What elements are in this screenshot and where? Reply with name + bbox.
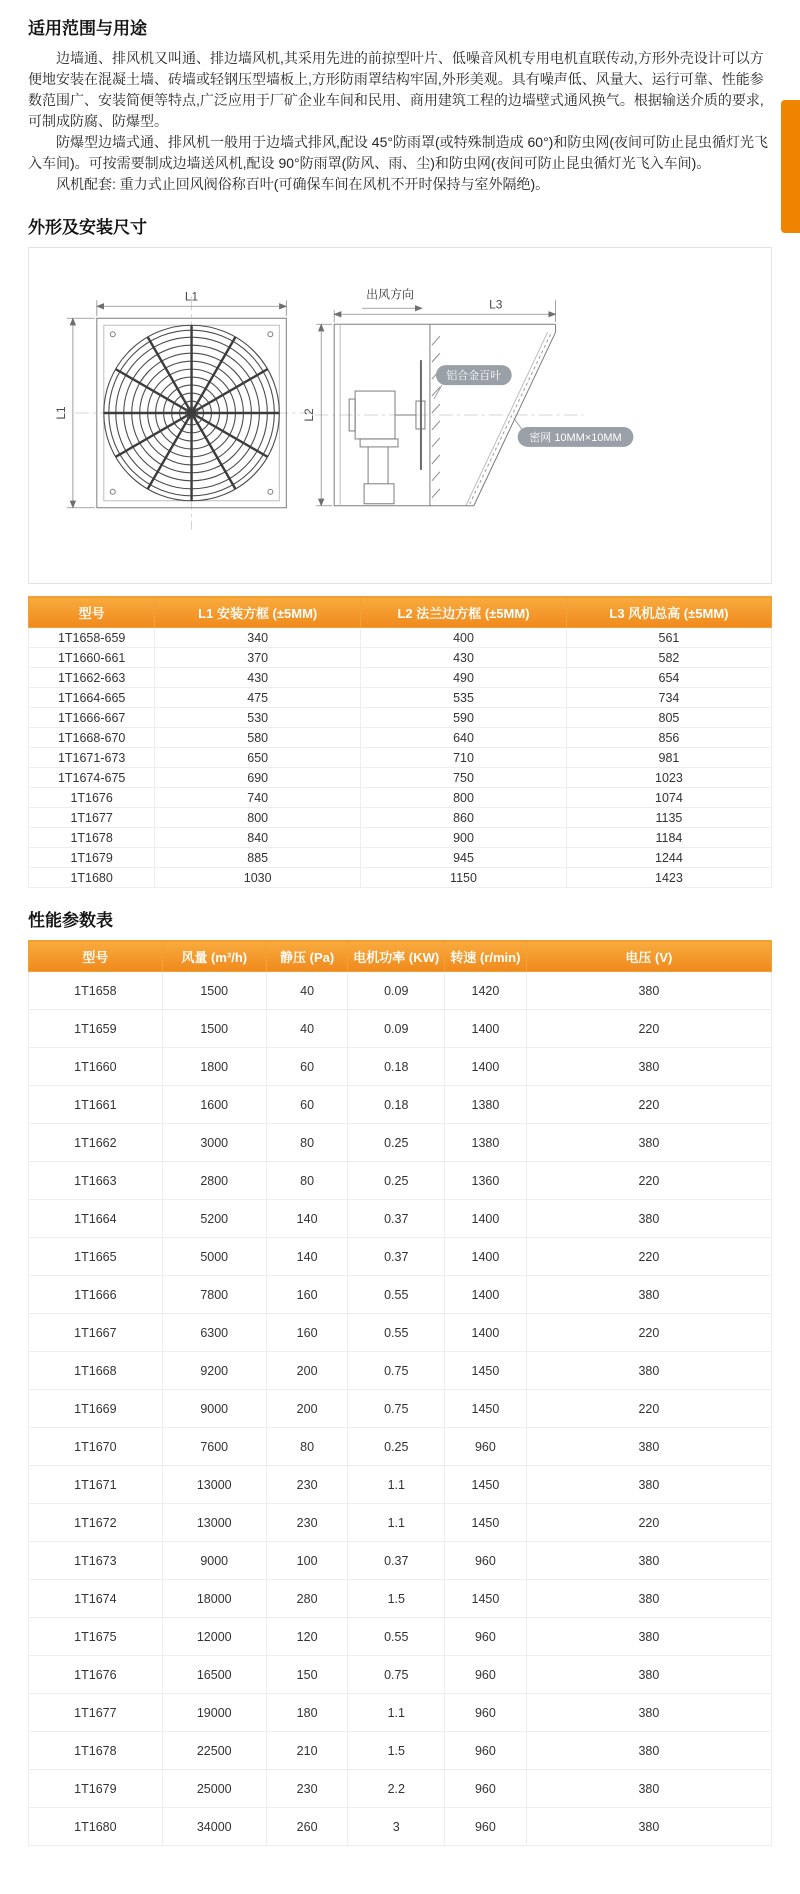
table-cell: 9000 bbox=[162, 1542, 266, 1580]
table-row bbox=[29, 1732, 772, 1770]
section-title-performance: 性能参数表 bbox=[28, 911, 113, 930]
table-cell: 60 bbox=[266, 1086, 348, 1124]
table-cell: 1450 bbox=[445, 1580, 527, 1618]
table-cell: 13000 bbox=[162, 1504, 266, 1542]
floating-side-tab[interactable] bbox=[781, 100, 800, 233]
fan-grille bbox=[104, 325, 280, 501]
table-cell: 6300 bbox=[162, 1314, 266, 1352]
table-cell: 1450 bbox=[445, 1466, 527, 1504]
table-cell: 5200 bbox=[162, 1200, 266, 1238]
table-cell: 0.37 bbox=[348, 1542, 445, 1580]
table-row bbox=[29, 668, 772, 688]
table-cell: 1400 bbox=[445, 1048, 527, 1086]
table-cell: 1380 bbox=[445, 1086, 527, 1124]
table-cell: 1T1660-661 bbox=[29, 648, 155, 668]
table-cell: 1T1667 bbox=[29, 1314, 163, 1352]
table-cell: 490 bbox=[361, 668, 567, 688]
table-cell: 640 bbox=[361, 728, 567, 748]
table-cell: 380 bbox=[526, 1352, 771, 1390]
table-cell: 3000 bbox=[162, 1124, 266, 1162]
table-cell: 0.25 bbox=[348, 1428, 445, 1466]
table-cell: 1T1680 bbox=[29, 1808, 163, 1846]
table-cell: 1244 bbox=[566, 848, 771, 868]
table-cell: 1T1673 bbox=[29, 1542, 163, 1580]
table-cell: 750 bbox=[361, 768, 567, 788]
table-cell: 1T1672 bbox=[29, 1504, 163, 1542]
column-header: 静压 (Pa) bbox=[266, 941, 348, 972]
table-cell: 0.25 bbox=[348, 1162, 445, 1200]
table-cell: 1T1678 bbox=[29, 828, 155, 848]
table-cell: 654 bbox=[566, 668, 771, 688]
table-cell: 1T1662-663 bbox=[29, 668, 155, 688]
l2-label: L2 bbox=[302, 408, 317, 422]
table-cell: 1135 bbox=[566, 808, 771, 828]
table-cell: 0.55 bbox=[348, 1276, 445, 1314]
table-cell: 1T1677 bbox=[29, 808, 155, 828]
table-cell: 1T1674-675 bbox=[29, 768, 155, 788]
table-cell: 1T1661 bbox=[29, 1086, 163, 1124]
column-header: L3 风机总高 (±5MM) bbox=[566, 597, 771, 628]
table-row bbox=[29, 972, 772, 1010]
table-cell: 1423 bbox=[566, 868, 771, 888]
table-cell: 220 bbox=[526, 1314, 771, 1352]
table-cell: 380 bbox=[526, 1732, 771, 1770]
table-cell: 34000 bbox=[162, 1808, 266, 1846]
table-cell: 1400 bbox=[445, 1238, 527, 1276]
table-cell: 40 bbox=[266, 972, 348, 1010]
dimension-l1-top bbox=[97, 289, 286, 316]
table-cell: 220 bbox=[526, 1086, 771, 1124]
section-dimensions bbox=[28, 213, 772, 888]
section-title-scope: 适用范围与用途 bbox=[28, 19, 147, 38]
table-row bbox=[29, 1694, 772, 1732]
louver-tag-label: 铝合金百叶 bbox=[446, 370, 502, 383]
mesh-callout bbox=[514, 418, 634, 447]
table-cell: 160 bbox=[266, 1314, 348, 1352]
table-cell: 2800 bbox=[162, 1162, 266, 1200]
table-cell: 380 bbox=[526, 1618, 771, 1656]
table-row bbox=[29, 768, 772, 788]
table-cell: 1450 bbox=[445, 1390, 527, 1428]
column-header: 型号 bbox=[29, 597, 155, 628]
table-cell: 1380 bbox=[445, 1124, 527, 1162]
table-cell: 1150 bbox=[361, 868, 567, 888]
table-cell: 1T1662 bbox=[29, 1124, 163, 1162]
table-cell: 1.5 bbox=[348, 1580, 445, 1618]
table-cell: 9200 bbox=[162, 1352, 266, 1390]
table-cell: 561 bbox=[566, 628, 771, 648]
table-cell: 100 bbox=[266, 1542, 348, 1580]
table-cell: 530 bbox=[155, 708, 361, 728]
table-cell: 3 bbox=[348, 1808, 445, 1846]
table-cell: 0.18 bbox=[348, 1048, 445, 1086]
table-cell: 981 bbox=[566, 748, 771, 768]
table-cell: 800 bbox=[155, 808, 361, 828]
table-cell: 860 bbox=[361, 808, 567, 828]
table-cell: 80 bbox=[266, 1162, 348, 1200]
table-cell: 945 bbox=[361, 848, 567, 868]
table-cell: 1023 bbox=[566, 768, 771, 788]
column-header: 电机功率 (KW) bbox=[348, 941, 445, 972]
table-row bbox=[29, 1124, 772, 1162]
table-cell: 1450 bbox=[445, 1352, 527, 1390]
table-cell: 380 bbox=[526, 1770, 771, 1808]
table-cell: 380 bbox=[526, 1580, 771, 1618]
table-row bbox=[29, 1542, 772, 1580]
table-cell: 430 bbox=[155, 668, 361, 688]
side-view bbox=[302, 286, 633, 505]
table-cell: 1T1671-673 bbox=[29, 748, 155, 768]
table-cell: 1T1677 bbox=[29, 1694, 163, 1732]
table-row bbox=[29, 1808, 772, 1846]
table-row bbox=[29, 1466, 772, 1504]
table-cell: 960 bbox=[445, 1618, 527, 1656]
table-cell: 220 bbox=[526, 1010, 771, 1048]
table-cell: 380 bbox=[526, 1542, 771, 1580]
table-cell: 1T1666 bbox=[29, 1276, 163, 1314]
table-row bbox=[29, 628, 772, 648]
table-cell: 1.5 bbox=[348, 1732, 445, 1770]
table-cell: 710 bbox=[361, 748, 567, 768]
table-cell: 220 bbox=[526, 1238, 771, 1276]
table-cell: 960 bbox=[445, 1770, 527, 1808]
table-cell: 0.75 bbox=[348, 1656, 445, 1694]
table-cell: 960 bbox=[445, 1428, 527, 1466]
table-cell: 885 bbox=[155, 848, 361, 868]
table-cell: 960 bbox=[445, 1656, 527, 1694]
table-cell: 1T1658-659 bbox=[29, 628, 155, 648]
table-cell: 380 bbox=[526, 1048, 771, 1086]
table-header-row bbox=[29, 597, 772, 628]
table-cell: 1360 bbox=[445, 1162, 527, 1200]
table-cell: 580 bbox=[155, 728, 361, 748]
table-cell: 280 bbox=[266, 1580, 348, 1618]
l1-left-label: L1 bbox=[53, 406, 68, 420]
table-cell: 1074 bbox=[566, 788, 771, 808]
table-cell: 430 bbox=[361, 648, 567, 668]
table-cell: 734 bbox=[566, 688, 771, 708]
column-header: L2 法兰边方框 (±5MM) bbox=[361, 597, 567, 628]
table-row bbox=[29, 1618, 772, 1656]
table-cell: 80 bbox=[266, 1428, 348, 1466]
table-cell: 1030 bbox=[155, 868, 361, 888]
table-cell: 1500 bbox=[162, 1010, 266, 1048]
table-cell: 960 bbox=[445, 1694, 527, 1732]
section-title-dimensions: 外形及安装尺寸 bbox=[28, 218, 147, 237]
scope-paragraph-3: 风机配套: 重力式止回风阀俗称百叶(可确保车间在风机不开时保持与室外隔绝)。 bbox=[56, 176, 550, 192]
table-cell: 18000 bbox=[162, 1580, 266, 1618]
louver-slats bbox=[432, 336, 440, 498]
table-cell: 1T1659 bbox=[29, 1010, 163, 1048]
section-performance bbox=[28, 906, 772, 1846]
table-cell: 0.55 bbox=[348, 1618, 445, 1656]
table-cell: 840 bbox=[155, 828, 361, 848]
table-row bbox=[29, 1770, 772, 1808]
table-cell: 900 bbox=[361, 828, 567, 848]
table-cell: 9000 bbox=[162, 1390, 266, 1428]
table-row bbox=[29, 1352, 772, 1390]
table-row bbox=[29, 708, 772, 728]
table-cell: 22500 bbox=[162, 1732, 266, 1770]
dimensions-table bbox=[28, 596, 772, 888]
table-cell: 1T1679 bbox=[29, 848, 155, 868]
column-header: 电压 (V) bbox=[526, 941, 771, 972]
table-cell: 380 bbox=[526, 1124, 771, 1162]
outlet-direction bbox=[362, 286, 422, 308]
table-row bbox=[29, 688, 772, 708]
table-header-row bbox=[29, 941, 772, 972]
table-cell: 19000 bbox=[162, 1694, 266, 1732]
table-row bbox=[29, 648, 772, 668]
table-cell: 220 bbox=[526, 1504, 771, 1542]
table-cell: 1400 bbox=[445, 1200, 527, 1238]
table-row bbox=[29, 728, 772, 748]
table-row bbox=[29, 1238, 772, 1276]
table-cell: 805 bbox=[566, 708, 771, 728]
table-cell: 200 bbox=[266, 1352, 348, 1390]
table-cell: 1.1 bbox=[348, 1504, 445, 1542]
table-cell: 140 bbox=[266, 1238, 348, 1276]
table-cell: 0.18 bbox=[348, 1086, 445, 1124]
table-row bbox=[29, 1428, 772, 1466]
table-cell: 1400 bbox=[445, 1276, 527, 1314]
l3-label: L3 bbox=[489, 297, 503, 312]
table-cell: 260 bbox=[266, 1808, 348, 1846]
table-cell: 230 bbox=[266, 1770, 348, 1808]
table-cell: 380 bbox=[526, 1808, 771, 1846]
table-cell: 1T1664-665 bbox=[29, 688, 155, 708]
table-cell: 650 bbox=[155, 748, 361, 768]
table-row bbox=[29, 1276, 772, 1314]
table-cell: 0.09 bbox=[348, 1010, 445, 1048]
table-cell: 200 bbox=[266, 1390, 348, 1428]
table-cell: 590 bbox=[361, 708, 567, 728]
table-cell: 380 bbox=[526, 972, 771, 1010]
table-row bbox=[29, 1504, 772, 1542]
table-row bbox=[29, 868, 772, 888]
table-cell: 690 bbox=[155, 768, 361, 788]
table-cell: 582 bbox=[566, 648, 771, 668]
table-cell: 1T1669 bbox=[29, 1390, 163, 1428]
table-row bbox=[29, 1200, 772, 1238]
table-cell: 0.37 bbox=[348, 1200, 445, 1238]
table-cell: 0.25 bbox=[348, 1124, 445, 1162]
table-cell: 220 bbox=[526, 1390, 771, 1428]
table-cell: 5000 bbox=[162, 1238, 266, 1276]
table-row bbox=[29, 1656, 772, 1694]
l1-top-label: L1 bbox=[184, 289, 199, 304]
table-cell: 7800 bbox=[162, 1276, 266, 1314]
table-cell: 380 bbox=[526, 1694, 771, 1732]
column-header: L1 安装方框 (±5MM) bbox=[155, 597, 361, 628]
table-cell: 0.55 bbox=[348, 1314, 445, 1352]
table-cell: 7600 bbox=[162, 1428, 266, 1466]
table-cell: 13000 bbox=[162, 1466, 266, 1504]
scope-paragraph-2: 防爆型边墙式通、排风机一般用于边墙式排风,配设 45°防雨罩(或特殊制造成 60°)和防虫网(夜间可防止昆虫循灯光飞入车间)。可按需要制成边墙送风机,配设 90°防雨罩(防风、雨、尘)和防虫网(夜间可防止昆虫循灯光飞入车间)。 bbox=[28, 134, 768, 171]
table-cell: 180 bbox=[266, 1694, 348, 1732]
louver-callout bbox=[434, 365, 512, 399]
table-cell: 1.1 bbox=[348, 1694, 445, 1732]
table-cell: 230 bbox=[266, 1466, 348, 1504]
section-scope bbox=[28, 14, 772, 195]
table-cell: 960 bbox=[445, 1732, 527, 1770]
outlet-direction-label: 出风方向 bbox=[366, 287, 414, 302]
table-cell: 16500 bbox=[162, 1656, 266, 1694]
table-cell: 1T1671 bbox=[29, 1466, 163, 1504]
table-row bbox=[29, 828, 772, 848]
table-cell: 370 bbox=[155, 648, 361, 668]
front-view bbox=[54, 289, 310, 529]
table-cell: 1T1675 bbox=[29, 1618, 163, 1656]
table-cell: 230 bbox=[266, 1504, 348, 1542]
table-cell: 160 bbox=[266, 1276, 348, 1314]
table-cell: 1T1666-667 bbox=[29, 708, 155, 728]
table-cell: 800 bbox=[361, 788, 567, 808]
table-cell: 340 bbox=[155, 628, 361, 648]
table-cell: 856 bbox=[566, 728, 771, 748]
table-cell: 40 bbox=[266, 1010, 348, 1048]
table-cell: 1600 bbox=[162, 1086, 266, 1124]
table-cell: 1T1680 bbox=[29, 868, 155, 888]
table-cell: 380 bbox=[526, 1466, 771, 1504]
table-cell: 960 bbox=[445, 1542, 527, 1580]
table-cell: 0.75 bbox=[348, 1390, 445, 1428]
table-cell: 1T1663 bbox=[29, 1162, 163, 1200]
table-cell: 535 bbox=[361, 688, 567, 708]
table-cell: 220 bbox=[526, 1162, 771, 1200]
table-cell: 380 bbox=[526, 1656, 771, 1694]
table-cell: 2.2 bbox=[348, 1770, 445, 1808]
table-cell: 1450 bbox=[445, 1504, 527, 1542]
table-row bbox=[29, 1162, 772, 1200]
table-cell: 1800 bbox=[162, 1048, 266, 1086]
table-row bbox=[29, 848, 772, 868]
dimension-drawing bbox=[28, 247, 772, 584]
table-cell: 120 bbox=[266, 1618, 348, 1656]
table-cell: 380 bbox=[526, 1200, 771, 1238]
scope-paragraphs bbox=[28, 48, 772, 195]
table-cell: 210 bbox=[266, 1732, 348, 1770]
column-header: 型号 bbox=[29, 941, 163, 972]
mesh-tag-label: 密网 10MM×10MM bbox=[529, 431, 622, 444]
table-cell: 1T1658 bbox=[29, 972, 163, 1010]
table-row bbox=[29, 788, 772, 808]
table-row bbox=[29, 1580, 772, 1618]
table-cell: 740 bbox=[155, 788, 361, 808]
table-cell: 1400 bbox=[445, 1314, 527, 1352]
table-cell: 1.1 bbox=[348, 1466, 445, 1504]
table-cell: 960 bbox=[445, 1808, 527, 1846]
table-cell: 80 bbox=[266, 1124, 348, 1162]
table-cell: 0.75 bbox=[348, 1352, 445, 1390]
table-cell: 1T1676 bbox=[29, 788, 155, 808]
motor-assembly bbox=[349, 360, 425, 504]
table-cell: 1T1665 bbox=[29, 1238, 163, 1276]
column-header: 转速 (r/min) bbox=[445, 941, 527, 972]
table-cell: 380 bbox=[526, 1428, 771, 1466]
table-row bbox=[29, 1010, 772, 1048]
table-cell: 1400 bbox=[445, 1010, 527, 1048]
table-cell: 1T1676 bbox=[29, 1656, 163, 1694]
table-cell: 1420 bbox=[445, 972, 527, 1010]
table-cell: 1T1679 bbox=[29, 1770, 163, 1808]
table-cell: 400 bbox=[361, 628, 567, 648]
table-row bbox=[29, 808, 772, 828]
table-cell: 0.09 bbox=[348, 972, 445, 1010]
table-cell: 1T1668 bbox=[29, 1352, 163, 1390]
table-cell: 0.37 bbox=[348, 1238, 445, 1276]
performance-table bbox=[28, 940, 772, 1846]
table-row bbox=[29, 1314, 772, 1352]
table-row bbox=[29, 1086, 772, 1124]
table-cell: 1500 bbox=[162, 972, 266, 1010]
table-cell: 1T1670 bbox=[29, 1428, 163, 1466]
table-cell: 140 bbox=[266, 1200, 348, 1238]
table-row bbox=[29, 748, 772, 768]
table-cell: 1184 bbox=[566, 828, 771, 848]
table-cell: 380 bbox=[526, 1276, 771, 1314]
table-cell: 1T1678 bbox=[29, 1732, 163, 1770]
table-cell: 1T1660 bbox=[29, 1048, 163, 1086]
table-cell: 1T1674 bbox=[29, 1580, 163, 1618]
table-cell: 1T1668-670 bbox=[29, 728, 155, 748]
scope-paragraph-1: 边墙通、排风机又叫通、排边墙风机,其采用先进的前掠型叶片、低噪音风机专用电机直联传动,方形外壳设计可以方便地安装在混凝土墙、砖墙或轻钢压型墙板上,方形防雨罩结构牢固,外形美观。具有噪声低、风量大、运行可靠、性能参数范围广、安装简便等特点,广泛应用于厂矿企业车间和民用、商用建筑工程的边墙壁式通风换气。根据输送介质的要求,可制成防腐、防爆型。 bbox=[28, 50, 764, 129]
table-row bbox=[29, 1390, 772, 1428]
table-cell: 475 bbox=[155, 688, 361, 708]
table-cell: 60 bbox=[266, 1048, 348, 1086]
table-cell: 25000 bbox=[162, 1770, 266, 1808]
table-row bbox=[29, 1048, 772, 1086]
table-cell: 12000 bbox=[162, 1618, 266, 1656]
table-cell: 150 bbox=[266, 1656, 348, 1694]
installation-drawing-svg bbox=[29, 248, 771, 578]
table-cell: 1T1664 bbox=[29, 1200, 163, 1238]
column-header: 风量 (m³/h) bbox=[162, 941, 266, 972]
